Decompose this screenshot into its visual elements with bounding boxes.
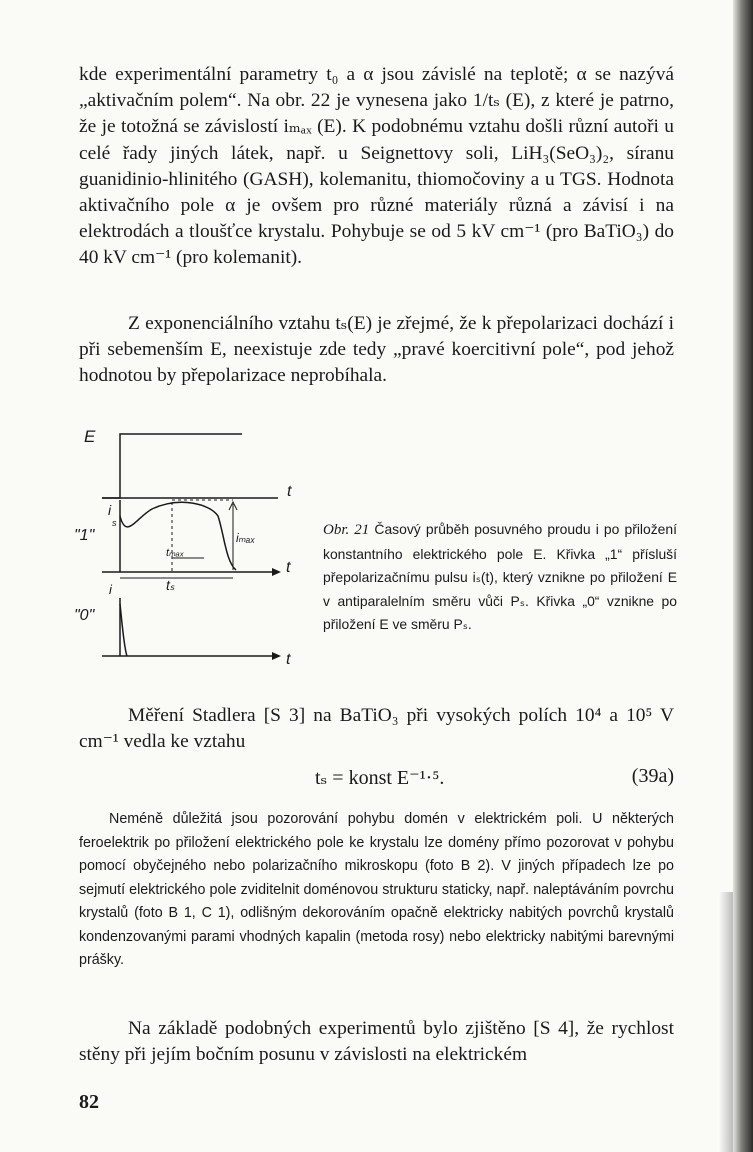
curve-0-path	[120, 604, 127, 656]
figure-caption	[323, 518, 677, 637]
figure-21-diagram	[60, 412, 310, 672]
caption-label: Obr. 21	[323, 522, 370, 538]
label-ts: tₛ	[166, 577, 176, 593]
paragraph-3: Měření Stadlera [S 3] na BaTiO₃ při vysokých polích 10⁴ a 10⁵ V cm⁻¹ vedla ke vztahu	[79, 705, 674, 753]
book-spine-shadow	[733, 0, 753, 1152]
page-number: 82	[79, 1091, 99, 1113]
equation-body: tₛ = konst E⁻¹·⁵.	[315, 767, 445, 789]
paragraph-2: Z exponenciálního vztahu tₛ(E) je zřejmé, že k přepolarizaci dochází i při sebemenším E, neexistuje zde tedy „pravé koercitivní pole“, pod jehož hodnotou by přepolarizace neprobíhala.	[79, 313, 674, 387]
time-arrowhead-1	[272, 568, 281, 576]
curve-1-path	[120, 502, 236, 570]
label-i-0: i	[109, 582, 112, 597]
label-tmax: tₘₐₓ	[166, 547, 185, 559]
label-curve-1: "1"	[74, 527, 95, 544]
label-s-1: s	[112, 518, 117, 528]
equation-39a	[79, 765, 674, 795]
field-step-curve	[102, 434, 242, 498]
label-E: E	[84, 427, 96, 446]
time-arrowhead-0	[272, 652, 281, 660]
label-t-bottom: t	[286, 651, 291, 668]
label-imax: iₘₐₓ	[236, 531, 256, 545]
paragraph-1: kde experimentální parametry t₀ a α jsou závislé na teplotě; α se nazývá „aktivačním polem“. Na obr. 22 je vynesena jako 1/tₛ (E), z které je patrno, že je totožná se závislostí iₘₐₓ (E). K podobnému vztahu došli různí autoři u celé řady jiných látek, např. u Seignettovy soli, LiH₃(SeO₃)₂, síranu guanidinio-hlinitého (GASH), kolemanitu, thiomočoviny a u TGS. Hodnota aktivačního pole α je ovšem pro různé materiály různá a závisí i na elektrodách a tloušťce krystalu. Pohybuje se od 5 kV cm⁻¹ (pro BaTiO₃) do 40 kV cm⁻¹ (pro kolemanit).	[79, 64, 674, 269]
paragraph-4: Na základě podobných experimentů bylo zjištěno [S 4], že rychlost stěny při jejím bočním posunu v závislosti na elektrickém	[79, 1018, 674, 1066]
equation-number: (39a)	[631, 765, 674, 787]
label-t-top: t	[287, 483, 292, 500]
label-t-middle: t	[286, 559, 291, 576]
book-spine-shadow-lower	[719, 892, 733, 1152]
small-print-paragraph: Neméně důležitá jsou pozorování pohybu domén v elektrickém poli. U některých feroelektrik po přiložení elektrického pole ke krystalu lze domény přímo pozorovat v pohybu pomocí obyčejného nebo polarizačního mikroskopu (foto B 2). V jiných případech lze po sejmutí elektrického pole zviditelnit doménovou strukturu staticky, např. naleptáváním povrchu krystalů (foto B 1, C 1), odlišným dekorováním opačně elektricky nabitých povrchů krystalů kondenzovanými parami vhodných kapalin (metoda rosy) nebo elektricky nabitými barevnými prášky.	[79, 811, 674, 968]
label-curve-0: "0"	[74, 607, 95, 624]
label-i-1: i	[108, 502, 112, 518]
caption-text: Časový průběh posuvného proudu i po přiložení konstantního elektrického pole E. Křivka „1“ přísluší přepolarizačnímu pulsu iₛ(t), který vznikne po přiložení E v antiparalelním směru vůči Pₛ. Křivka „0“ vznikne po přiložení E ve směru Pₛ.	[323, 521, 677, 632]
